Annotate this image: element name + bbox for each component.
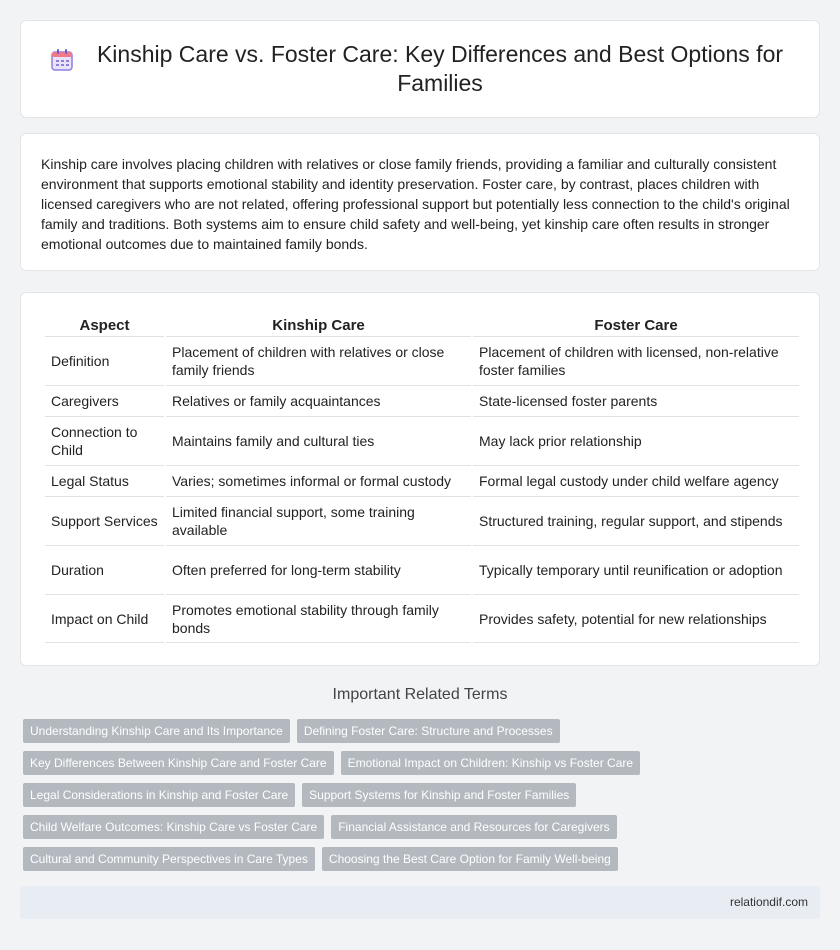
table-cell-aspect: Support Services <box>45 496 164 545</box>
table-cell-foster: Structured training, regular support, and stipends <box>473 496 799 545</box>
table-cell-aspect: Legal Status <box>45 465 164 496</box>
intro-card <box>20 133 820 271</box>
table-row <box>45 416 799 465</box>
related-term-tag[interactable]: Legal Considerations in Kinship and Foster Care <box>23 783 295 807</box>
table-cell-foster: Provides safety, potential for new relationships <box>473 594 799 643</box>
related-term-tag[interactable]: Emotional Impact on Children: Kinship vs Foster Care <box>341 751 640 775</box>
table-cell-kinship: Maintains family and cultural ties <box>166 416 471 465</box>
calendar-icon <box>49 47 75 73</box>
comparison-table-card <box>20 292 820 666</box>
table-cell-aspect: Duration <box>45 545 164 594</box>
page-title: Kinship Care vs. Foster Care: Key Differences and Best Options for Families <box>96 41 784 96</box>
tag-row <box>23 783 823 807</box>
table-cell-aspect: Connection to Child <box>45 416 164 465</box>
comparison-table <box>43 313 801 643</box>
table-cell-kinship: Limited financial support, some training available <box>166 496 471 545</box>
table-header-row <box>45 313 799 336</box>
table-cell-foster: May lack prior relationship <box>473 416 799 465</box>
footer <box>20 886 820 919</box>
table-cell-kinship: Often preferred for long-term stability <box>166 545 471 594</box>
tag-row <box>23 751 823 775</box>
table-cell-kinship: Promotes emotional stability through family bonds <box>166 594 471 643</box>
related-term-tag[interactable]: Key Differences Between Kinship Care and Foster Care <box>23 751 334 775</box>
related-term-tag[interactable]: Support Systems for Kinship and Foster Families <box>302 783 576 807</box>
tag-row <box>23 815 823 839</box>
table-row <box>45 545 799 594</box>
table-row <box>45 496 799 545</box>
related-term-tag[interactable]: Child Welfare Outcomes: Kinship Care vs Foster Care <box>23 815 324 839</box>
header-card <box>20 20 820 118</box>
footer-site-link[interactable]: relationdif.com <box>729 895 808 909</box>
table-cell-foster: Typically temporary until reunification or adoption <box>473 545 799 594</box>
table-cell-kinship: Placement of children with relatives or close family friends <box>166 336 471 385</box>
related-term-tag[interactable]: Cultural and Community Perspectives in Care Types <box>23 847 315 871</box>
intro-text: Kinship care involves placing children with relatives or close family friends, providing a familiar and culturally consistent environment that supports emotional stability and identity preservation. Foster care, by contrast, places children with licensed caregivers who are not related, offering professional support but potentially less connection to the child's original family and traditions. Both systems aim to ensure child safety and well-being, yet kinship care often results in stronger emotional outcomes due to maintained family bonds. <box>41 156 790 252</box>
header-foster-care: Foster Care <box>594 317 678 334</box>
table-cell-aspect: Impact on Child <box>45 594 164 643</box>
table-cell-aspect: Caregivers <box>45 385 164 416</box>
related-terms-title: Important Related Terms <box>332 686 508 703</box>
table-cell-kinship: Relatives or family acquaintances <box>166 385 471 416</box>
tag-row <box>23 719 823 743</box>
related-terms-tags <box>23 719 823 879</box>
table-cell-kinship: Varies; sometimes informal or formal custody <box>166 465 471 496</box>
related-term-tag[interactable]: Understanding Kinship Care and Its Importance <box>23 719 290 743</box>
table-row <box>45 385 799 416</box>
related-term-tag[interactable]: Defining Foster Care: Structure and Processes <box>297 719 560 743</box>
table-cell-foster: Placement of children with licensed, non-relative foster families <box>473 336 799 385</box>
related-term-tag[interactable]: Financial Assistance and Resources for Caregivers <box>331 815 616 839</box>
tag-row <box>23 847 823 871</box>
table-cell-aspect: Definition <box>45 336 164 385</box>
header-aspect: Aspect <box>79 317 130 334</box>
table-row <box>45 594 799 643</box>
table-cell-foster: Formal legal custody under child welfare agency <box>473 465 799 496</box>
table-cell-foster: State-licensed foster parents <box>473 385 799 416</box>
header-kinship-care: Kinship Care <box>272 317 365 334</box>
table-row <box>45 336 799 385</box>
related-term-tag[interactable]: Choosing the Best Care Option for Family Well-being <box>322 847 618 871</box>
table-row <box>45 465 799 496</box>
